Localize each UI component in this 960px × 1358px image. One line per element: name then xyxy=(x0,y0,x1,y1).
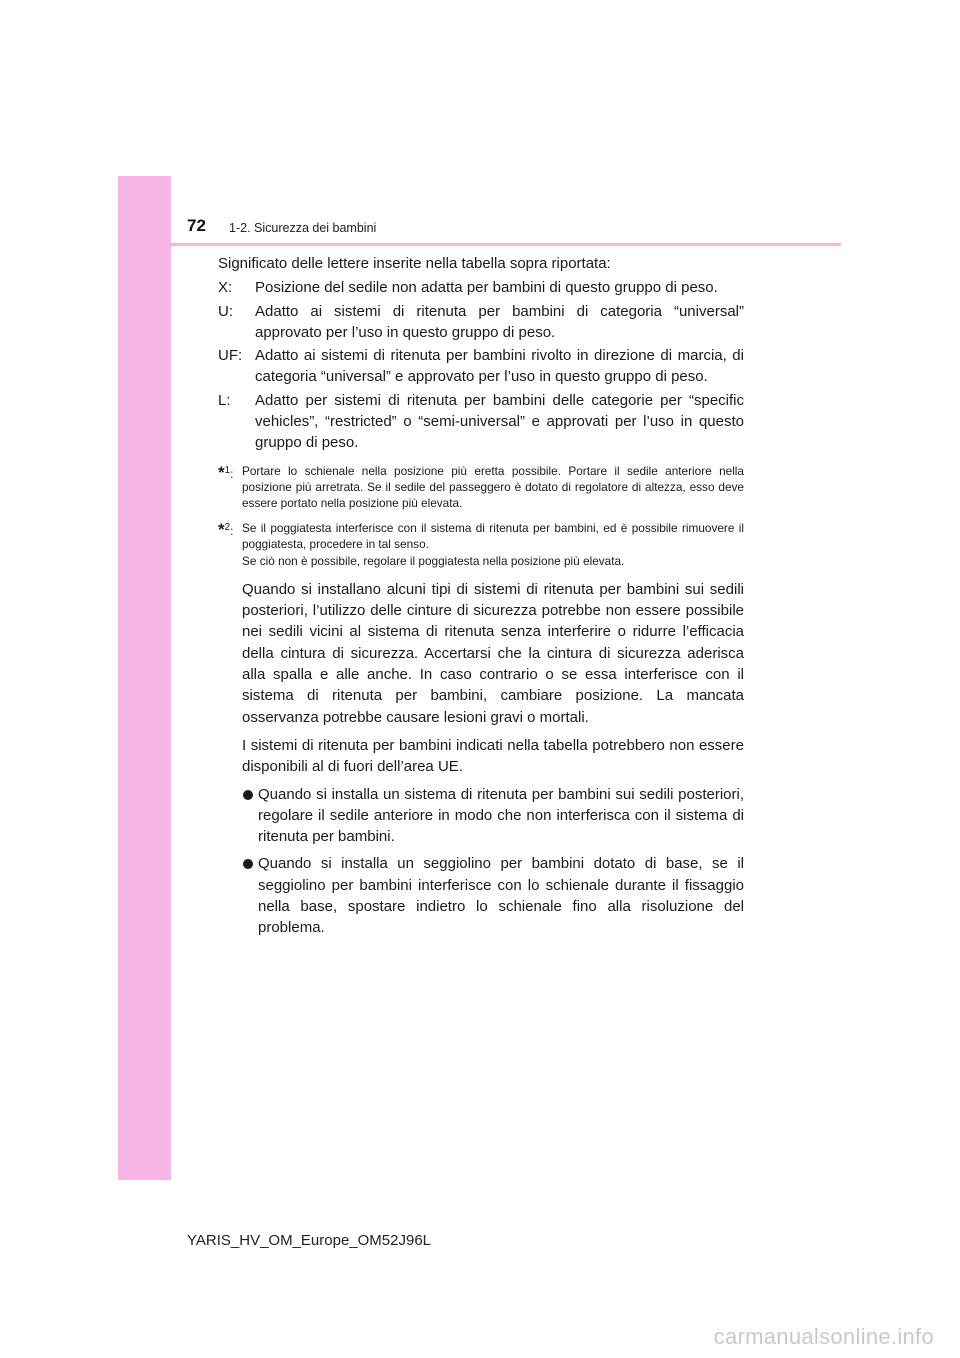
watermark: carmanualsonline.info xyxy=(713,1324,934,1349)
bullet-text: Quando si installa un sistema di ritenuta per bambini sui sedili posteriori, regolare il sedile anteriore in modo che non interferisca con il sistema di ritenuta per bambini. xyxy=(258,785,744,846)
legend-key: X: xyxy=(218,279,233,297)
footnote-asterisk: * xyxy=(218,462,225,482)
legend-key: U: xyxy=(218,302,233,320)
legend-text: Adatto ai sistemi di ritenuta per bambini di categoria “universal” approvato per l’uso in questo gruppo di peso. xyxy=(255,302,744,341)
side-tab-band xyxy=(118,176,171,1180)
section-title: 1-2. Sicurezza dei bambini xyxy=(229,221,377,235)
footnote-asterisk: * xyxy=(218,520,225,540)
body-paragraph: I sistemi di ritenuta per bambini indicati nella tabella potrebbero non essere disponibili al di fuori dell’area UE. xyxy=(242,736,744,776)
legend-intro: Significato delle lettere inserite nella tabella sopra riportata: xyxy=(218,255,611,272)
footnote-1: *$^1$: Portare lo schienale nella posizione più eretta possibile. Portare il sedile anteriore nella posizione più arretrata. Se il sedile del passeggero è dotato di regolatore di altezza, esso deve essere portato nella posizione più elevata. xyxy=(218,462,744,511)
page-content xyxy=(218,253,744,939)
bullet-dot-icon xyxy=(242,784,258,805)
header-rule xyxy=(171,243,841,246)
legend-key: UF: xyxy=(218,347,243,365)
legend-key: L: xyxy=(218,391,231,409)
bullet-text: Quando si installa un seggiolino per bambini dotato di base, se il seggiolino per bambini interferisce con lo schienale durante il fissaggio nella base, spostare indietro lo schienale fino alla risoluzione del problema. xyxy=(258,855,744,937)
footnote-text: Se il poggiatesta interferisce con il sistema di ritenuta per bambini, ed è possibile rimuovere il poggiatesta, procedere in tal senso. xyxy=(242,521,744,552)
legend-item-x xyxy=(218,277,744,298)
legend-text: Adatto ai sistemi di ritenuta per bambini rivolto in direzione di marcia, di categoria “universal” e approvato per l’uso in questo gruppo di peso. xyxy=(255,347,744,386)
legend-text: Posizione del sedile non adatta per bambini di questo gruppo di peso. xyxy=(255,279,718,297)
footnote-number: 1 xyxy=(224,464,231,476)
footer-doc-id: YARIS_HV_OM_Europe_OM52J96L xyxy=(187,1232,432,1249)
bullet-dot-icon xyxy=(242,853,258,874)
legend-item-uf xyxy=(218,345,744,388)
legend-item-u xyxy=(218,301,744,344)
footnote-number: 2 xyxy=(224,522,231,534)
legend-item-l xyxy=(218,390,744,454)
page-number: 72 xyxy=(187,216,206,235)
legend-text: Adatto per sistemi di ritenuta per bambini delle categorie per “specific vehicles”, “restricted” o “semi-universal” e approvati per l’uso in questo gruppo di peso. xyxy=(255,391,744,452)
footnote-text: Se ciò non è possibile, regolare il poggiatesta nella posizione più elevata. xyxy=(242,553,625,568)
footnote-text: Portare lo schienale nella posizione più eretta possibile. Portare il sedile anteriore nella posizione più arretrata. Se il sedile del passeggero è dotato di regolatore di altezza, esso deve essere portato nella posizione più elevata. xyxy=(242,463,744,511)
bullet-item xyxy=(242,784,744,848)
bullet-item xyxy=(242,853,744,938)
body-paragraph: Quando si installano alcuni tipi di sistemi di ritenuta per bambini sui sedili posteriori, l’utilizzo delle cinture di sicurezza potrebbe non essere possibile nei sedili vicini al sistema di ritenuta senza interferire o ridurre l’efficacia della cintura di sicurezza. Accertarsi che la cintura di sicurezza aderisca alla spalla e alle anche. In caso contrario o se essa interferisce con il sistema di ritenuta per bambini, cambiare posizione. La mancata osservanza potrebbe causare lesioni gravi o mortali. xyxy=(242,580,744,726)
footnote-2: *$^2$: Se il poggiatesta interferisce con il sistema di ritenuta per bambini, ed è possibile rimuovere il poggiatesta, procedere in tal senso. Se ciò non è possibile, regolare il poggiatesta nella posizione più elevata. xyxy=(218,520,744,568)
